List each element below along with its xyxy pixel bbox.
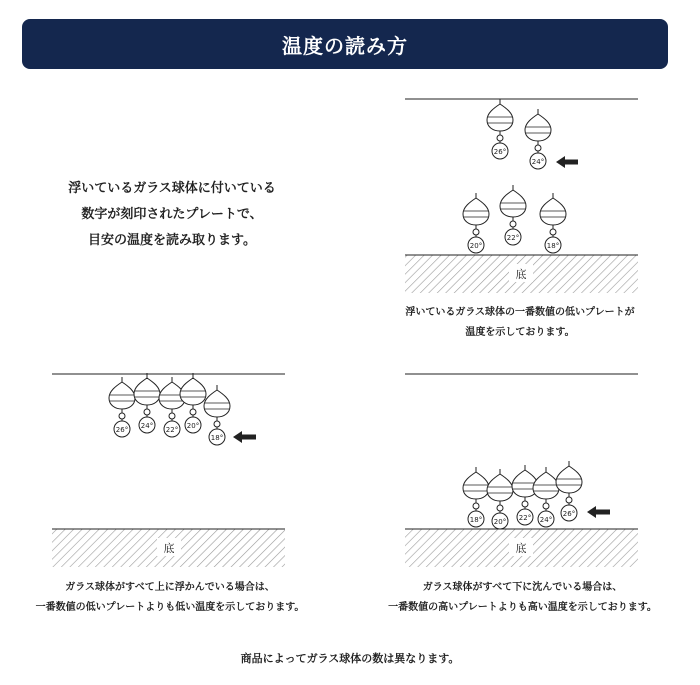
bulb-tag: 20° — [493, 518, 507, 526]
bulb-tag: 18° — [210, 434, 224, 442]
floating-bulb — [487, 99, 513, 159]
sunk-bulb — [463, 193, 489, 253]
sunk-bulb — [556, 461, 582, 521]
bulb-tag: 22° — [165, 426, 179, 434]
bulb-tag: 24° — [539, 516, 553, 524]
bulb-tag: 26° — [493, 148, 507, 156]
bulb-tag: 20° — [469, 242, 483, 250]
caption-line: ガラス球体がすべて上に浮かんでいる場合は、 — [65, 582, 275, 593]
caption-mid-left — [0, 578, 340, 618]
floating-bulb — [525, 109, 551, 169]
panel-top-right — [405, 99, 638, 293]
floating-bulb — [159, 377, 185, 437]
sunk-bulb — [463, 467, 489, 527]
bulb-tag: 26° — [115, 426, 129, 434]
bulb-tag: 24° — [531, 158, 545, 166]
arrow-icon — [587, 506, 610, 518]
arrow-icon — [556, 156, 578, 168]
panel-mid-right — [405, 374, 638, 567]
page-title: 温度の読み方 — [282, 33, 408, 58]
sunk-bulb — [512, 465, 538, 525]
caption-top-right — [340, 303, 700, 343]
floating-bulb — [109, 377, 135, 437]
bulb-tag: 18° — [546, 242, 560, 250]
bottom-label: 底 — [515, 542, 527, 555]
caption-line: 浮いているガラス球体の一番数値の低いプレートが — [405, 307, 635, 318]
panel-mid-left — [52, 373, 285, 567]
caption-mid-right — [350, 578, 695, 618]
bottom-label: 底 — [163, 542, 175, 555]
bulb-tag: 24° — [140, 422, 154, 430]
caption-line: 一番数値の高いプレートよりも高い温度を示しております。 — [388, 602, 657, 613]
intro-line: 数字が刻印されたプレートで、 — [81, 207, 263, 222]
caption-line: ガラス球体がすべて下に沈んでいる場合は、 — [422, 582, 623, 593]
footer-note: 商品によってガラス球体の数は異なります。 — [240, 652, 460, 665]
intro-line: 浮いているガラス球体に付いている — [68, 181, 276, 196]
sunk-bulb — [487, 469, 513, 529]
floating-bulb — [134, 373, 160, 433]
sunk-bulb — [500, 185, 526, 245]
sunk-bulb — [533, 467, 559, 527]
bulb-tag: 26° — [562, 510, 576, 518]
bottom-label: 底 — [515, 268, 527, 281]
caption-line: 一番数値の低いプレートよりも低い温度を示しております。 — [35, 602, 305, 613]
bulb-tag: 22° — [506, 234, 520, 242]
floating-bulb — [204, 385, 230, 445]
caption-line: 温度を示しております。 — [465, 327, 575, 338]
bulb-tag: 22° — [518, 514, 532, 522]
intro-line: 目安の温度を読み取ります。 — [88, 233, 256, 248]
bulb-tag: 18° — [469, 516, 483, 524]
sunk-bulb — [540, 193, 566, 253]
arrow-icon — [233, 431, 256, 443]
bulb-tag: 20° — [186, 422, 200, 430]
